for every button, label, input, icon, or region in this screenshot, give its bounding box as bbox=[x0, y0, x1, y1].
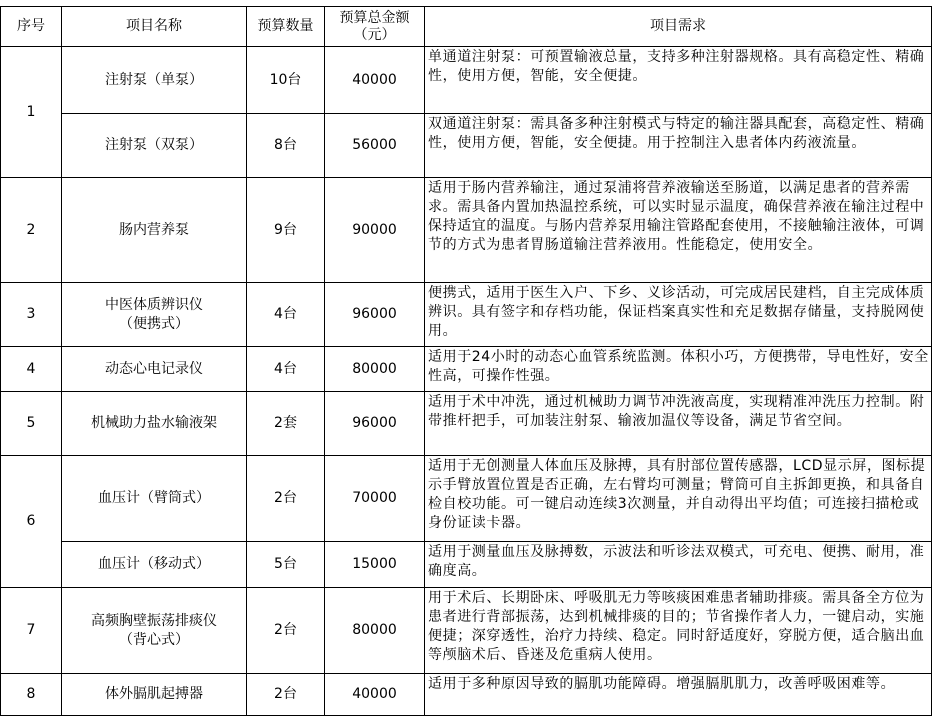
cell-requirement: 适用于无创测量人体血压及脉搏，具有肘部位置传感器，LCD显示屏，图标提示手臂放置位置是否正确，左右臂均可测量；臂筒可自主拆卸更换，和具备自检自校功能。可一键启动连续3次测量，并自动得出平均值；可连接扫描枪或身份证读卡器。 bbox=[425, 456, 932, 542]
cell-requirement: 适用于肠内营养输注，通过泵浦将营养液输送至肠道，以满足患者的营养需求。需具备内置加热温控系统，可以实时显示温度，确保营养液在输注过程中保持适宜的温度。与肠内营养泵用输注管路配套使用，不接触输注液体，可调节的方式为患者胃肠道输注营养液用。性能稳定，使用安全。 bbox=[425, 178, 932, 283]
cell-name bbox=[62, 588, 247, 674]
cell-total: 56000 bbox=[325, 114, 425, 178]
cell-name: 机械助力盐水输液架 bbox=[62, 392, 247, 456]
cell-requirement: 适用于术中冲洗，通过机械助力调节冲洗液高度，实现精准冲洗压力控制。附带推杆把手，可加装注射泵、输液加温仪等设备，满足节省空间。 bbox=[425, 392, 932, 456]
cell-requirement: 便携式，适用于医生入户、下乡、义诊活动，可完成居民建档，自主完成体质辨识。具有签字和存档功能，保证档案真实性和充足数据存储量，支持脱网使用。 bbox=[425, 283, 932, 347]
cell-name: 体外膈肌起搏器 bbox=[62, 674, 247, 716]
cell-name: 血压计（移动式） bbox=[62, 542, 247, 588]
cell-total: 80000 bbox=[325, 347, 425, 392]
table-row bbox=[1, 588, 932, 674]
cell-total: 96000 bbox=[325, 392, 425, 456]
cell-qty: 4台 bbox=[247, 283, 325, 347]
cell-requirement: 适用于测量血压及脉搏数，示波法和听诊法双模式，可充电、便携、耐用，准确度高。 bbox=[425, 542, 932, 588]
cell-qty: 9台 bbox=[247, 178, 325, 283]
cell-qty: 5台 bbox=[247, 542, 325, 588]
cell-seq: 5 bbox=[1, 392, 62, 456]
cell-total: 15000 bbox=[325, 542, 425, 588]
cell-total: 70000 bbox=[325, 456, 425, 542]
table-row bbox=[1, 392, 932, 456]
header-requirement: 项目需求 bbox=[425, 7, 932, 47]
header-qty: 预算数量 bbox=[247, 7, 325, 47]
header-row bbox=[1, 7, 932, 47]
cell-total: 96000 bbox=[325, 283, 425, 347]
cell-qty: 4台 bbox=[247, 347, 325, 392]
header-name: 项目名称 bbox=[62, 7, 247, 47]
table-row bbox=[1, 114, 932, 178]
cell-total: 40000 bbox=[325, 674, 425, 716]
cell-requirement: 双通道注射泵：需具备多种注射模式与特定的输注器具配套，高稳定性、精确性，使用方便，智能，安全便捷。用于控制注入患者体内药液流量。 bbox=[425, 114, 932, 178]
table-row bbox=[1, 456, 932, 542]
cell-name-line1: 高频胸壁振荡排痰仪 bbox=[91, 612, 217, 629]
cell-qty: 8台 bbox=[247, 114, 325, 178]
table-row bbox=[1, 178, 932, 283]
cell-seq: 3 bbox=[1, 283, 62, 347]
cell-seq: 2 bbox=[1, 178, 62, 283]
cell-qty: 2台 bbox=[247, 588, 325, 674]
cell-name bbox=[62, 283, 247, 347]
table-row bbox=[1, 283, 932, 347]
cell-seq: 4 bbox=[1, 347, 62, 392]
cell-qty: 10台 bbox=[247, 47, 325, 114]
cell-total: 90000 bbox=[325, 178, 425, 283]
table-row bbox=[1, 674, 932, 716]
header-total-line2: （元） bbox=[353, 26, 396, 43]
cell-seq: 1 bbox=[1, 47, 62, 178]
cell-qty: 2套 bbox=[247, 392, 325, 456]
cell-seq: 6 bbox=[1, 456, 62, 588]
cell-name-line2: （背心式） bbox=[119, 631, 189, 648]
cell-total: 80000 bbox=[325, 588, 425, 674]
budget-table bbox=[0, 6, 932, 716]
table-row bbox=[1, 542, 932, 588]
cell-total: 40000 bbox=[325, 47, 425, 114]
cell-qty: 2台 bbox=[247, 674, 325, 716]
cell-requirement: 单通道注射泵：可预置输液总量，支持多种注射器规格。具有高稳定性、精确性，使用方便，智能，安全便捷。 bbox=[425, 47, 932, 114]
header-total bbox=[325, 7, 425, 47]
cell-requirement: 用于术后、长期卧床、呼吸肌无力等咳痰困难患者辅助排痰。需具备全方位为患者进行背部振荡，达到机械排痰的目的；节省操作者人力，一键启动，实施便捷；深穿透性，治疗力持续、稳定。同时舒适度好，穿脱方便，适合脑出血等颅脑术后、昏迷及危重病人使用。 bbox=[425, 588, 932, 674]
table-row bbox=[1, 347, 932, 392]
cell-name: 肠内营养泵 bbox=[62, 178, 247, 283]
table-row bbox=[1, 47, 932, 114]
cell-requirement: 适用于多种原因导致的膈肌功能障碍。增强膈肌肌力，改善呼吸困难等。 bbox=[425, 674, 932, 716]
cell-name: 动态心电记录仪 bbox=[62, 347, 247, 392]
cell-seq: 8 bbox=[1, 674, 62, 716]
cell-qty: 2台 bbox=[247, 456, 325, 542]
cell-requirement: 适用于24小时的动态心血管系统监测。体积小巧，方便携带，导电性好，安全性高，可操作性强。 bbox=[425, 347, 932, 392]
cell-name: 血压计（臂筒式） bbox=[62, 456, 247, 542]
cell-name: 注射泵（双泵） bbox=[62, 114, 247, 178]
header-total-line1: 预算总金额 bbox=[339, 9, 410, 26]
header-seq: 序号 bbox=[1, 7, 62, 47]
cell-name-line1: 中医体质辨识仪 bbox=[105, 296, 203, 313]
cell-name: 注射泵（单泵） bbox=[62, 47, 247, 114]
cell-seq: 7 bbox=[1, 588, 62, 674]
cell-name-line2: （便携式） bbox=[119, 315, 189, 332]
